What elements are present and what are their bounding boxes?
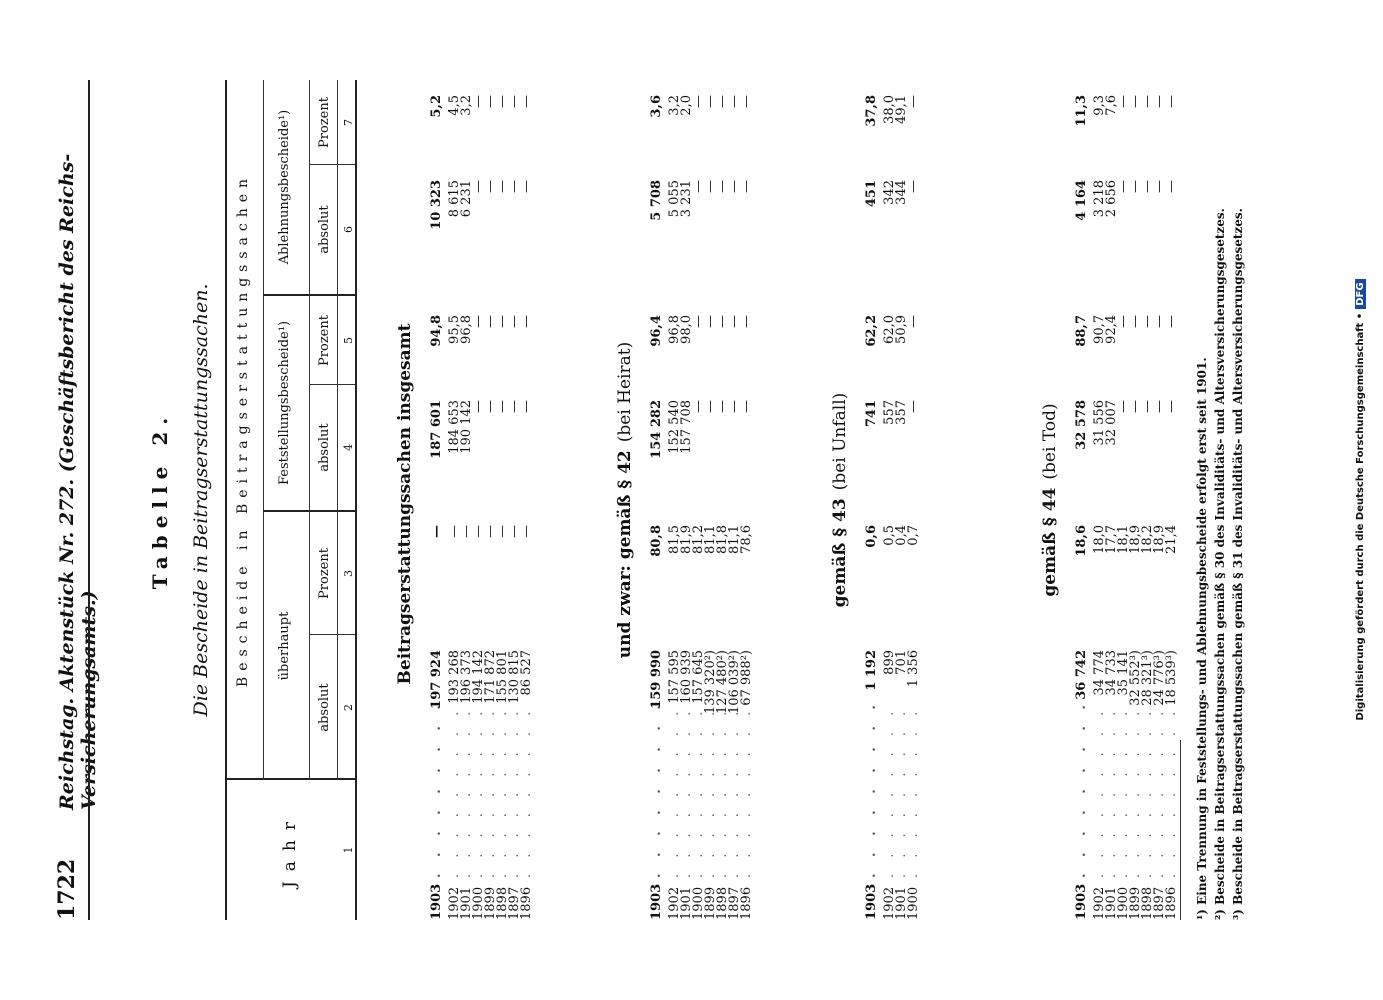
value-cell-col-6: 4 164 [1074, 180, 1089, 221]
year-cell: 1900 [1116, 886, 1131, 920]
value-cell-col-2: 899 [882, 650, 897, 675]
value-cell-col-4: — [715, 400, 730, 413]
value-cell-col-7: — [715, 95, 730, 108]
table-row [866, 80, 878, 920]
value-cell-col-5: 95,5 [447, 315, 462, 344]
value-cell-col-7: — [691, 95, 706, 108]
value-cell-col-3: — [471, 525, 486, 538]
value-cell-col-4: — [471, 400, 486, 413]
value-cell-col-5: — [906, 315, 921, 328]
table-row [908, 80, 920, 920]
value-cell-col-7: — [739, 95, 754, 108]
col-number-6: 6 [342, 226, 355, 233]
value-cell-col-2: 197 924 [429, 650, 444, 709]
section-title [1040, 80, 1060, 920]
value-cell-col-5: — [727, 315, 742, 328]
value-cell-col-2: 35 141 [1116, 650, 1131, 696]
leader-dots: . . . . . . . . . [1152, 705, 1167, 878]
group-rule [263, 80, 264, 780]
value-cell-col-3: 81,1 [703, 525, 718, 554]
value-cell-col-5: — [1116, 315, 1131, 328]
leader-dots: . . . . . . . . . [471, 705, 486, 878]
leader-dots: . . . . . . . . . [1074, 699, 1089, 878]
leader-dots: . . . . . . . . . [649, 699, 664, 878]
value-cell-col-2: 194 142 [471, 650, 486, 704]
value-cell-col-3: 18,2 [1140, 525, 1155, 554]
value-cell-col-4: — [519, 400, 534, 413]
dfg-badge: DFG [1355, 279, 1366, 308]
page-header [54, 80, 100, 920]
value-cell-col-5: 92,4 [1104, 315, 1119, 344]
value-cell-col-7: — [519, 95, 534, 108]
value-cell-col-3: 81,5 [667, 525, 682, 554]
leader-dots: . . . . . . . . . [1092, 705, 1107, 878]
value-cell-col-3: — [459, 525, 474, 538]
value-cell-col-2: 155 801 [495, 650, 510, 704]
table-title: Tabelle 2. [148, 410, 172, 590]
dfg-credit [1355, 0, 1366, 1000]
leader-dots: . . . . . . . . . [727, 705, 742, 878]
value-cell-col-2: 18 539³) [1164, 650, 1179, 706]
value-cell-col-7: 49,1 [894, 95, 909, 124]
value-cell-col-3: 81,2 [691, 525, 706, 554]
value-cell-col-5: 62,0 [882, 315, 897, 344]
value-cell-col-7: — [483, 95, 498, 108]
leader-dots: . . . . . . . . . [1128, 705, 1143, 878]
year-cell: 1898 [495, 886, 510, 920]
value-cell-col-2: 171 872 [483, 650, 498, 704]
value-cell-col-2: 34 733 [1104, 650, 1119, 696]
value-cell-col-3: 18,9 [1128, 525, 1143, 554]
value-cell-col-4: — [483, 400, 498, 413]
year-cell: 1898 [715, 886, 730, 920]
page-header-title: Reichstag. Aktenstück Nr. 272. (Geschäftsbericht des Reichs-Versicherungsamts.) [56, 153, 100, 810]
value-cell-col-7: — [703, 95, 718, 108]
value-cell-col-6: 2 656 [1104, 180, 1119, 218]
leader-dots: . . . . . . . . . [864, 699, 879, 878]
value-cell-col-5: — [471, 315, 486, 328]
value-cell-col-6: 342 [882, 180, 897, 205]
value-cell-col-5: — [1152, 315, 1167, 328]
value-cell-col-5: — [1128, 315, 1143, 328]
value-cell-col-4: 152 540 [667, 400, 682, 454]
table-header [225, 80, 357, 920]
value-cell-col-7: — [1164, 95, 1179, 108]
year-cell: 1896 [1164, 886, 1179, 920]
value-cell-col-3: 78,6 [739, 525, 754, 554]
col-number-1: 1 [342, 846, 355, 854]
table-row [431, 80, 443, 920]
year-cell: 1899 [483, 886, 498, 920]
year-cell: 1898 [1140, 886, 1155, 920]
year-cell: 1903 [649, 883, 664, 920]
value-cell-col-4: 32 578 [1074, 400, 1089, 450]
value-cell-col-4: — [739, 400, 754, 413]
table-row [741, 80, 753, 920]
value-cell-col-6: 10 323 [429, 180, 444, 230]
subcol-rule [309, 80, 310, 780]
table-subtitle: Die Bescheide in Beitragserstattungssachen. [190, 283, 212, 717]
value-cell-col-5: 96,8 [667, 315, 682, 344]
year-cell: 1900 [906, 886, 921, 920]
value-cell-col-7: — [507, 95, 522, 108]
value-cell-col-4: 32 007 [1104, 400, 1119, 446]
value-cell-col-7: 4,5 [447, 95, 462, 116]
table-row [651, 80, 663, 920]
group-ablehnung: Ablehnungsbescheide¹) [277, 109, 292, 265]
value-cell-col-6: 6 231 [459, 180, 474, 218]
year-cell: 1901 [1104, 886, 1119, 920]
value-cell-col-7: — [471, 95, 486, 108]
value-cell-col-7: 11,3 [1074, 95, 1089, 127]
value-cell-col-7: — [1152, 95, 1167, 108]
value-cell-col-4: 187 601 [429, 400, 444, 459]
value-cell-col-3: 81,1 [727, 525, 742, 554]
section-title [615, 80, 635, 920]
value-cell-col-7: 7,6 [1104, 95, 1119, 116]
leader-dots: . . . . . . . . . [703, 705, 718, 878]
value-cell-col-5: — [739, 315, 754, 328]
value-cell-col-4: 154 282 [649, 400, 664, 459]
value-cell-col-3: — [483, 525, 498, 538]
page-number: 1722 [54, 858, 80, 920]
section-title-suffix: (bei Unfall) [830, 392, 850, 491]
section-title-suffix: (bei Tod) [1040, 403, 1060, 480]
year-cell: 1897 [507, 886, 522, 920]
leader-dots: . . . . . . . . . [906, 705, 921, 878]
value-cell-col-3: — [507, 525, 522, 538]
leader-dots: . . . . . . . . . [894, 705, 909, 878]
value-cell-col-3: 18,0 [1092, 525, 1107, 554]
value-cell-col-2: 157 595 [667, 650, 682, 704]
value-cell-col-3: 18,6 [1074, 525, 1089, 557]
value-cell-col-2: 34 774 [1092, 650, 1107, 696]
table-header-bottom-rule [355, 80, 357, 920]
leader-dots: . . . . . . . . . [715, 705, 730, 878]
header-rule [88, 80, 90, 920]
value-cell-col-2: 160 939 [679, 650, 694, 704]
value-cell-col-5: — [507, 315, 522, 328]
value-cell-col-3: 80,8 [649, 525, 664, 557]
group-ueberhaupt: überhaupt [277, 611, 292, 681]
year-cell: 1899 [1128, 886, 1143, 920]
year-cell: 1901 [894, 886, 909, 920]
subcol-6: absolut [317, 205, 332, 254]
value-cell-col-7: — [1116, 95, 1131, 108]
leader-dots: . . . . . . . . . [691, 705, 706, 878]
value-cell-col-5: 90,7 [1092, 315, 1107, 344]
value-cell-col-2: 196 373 [459, 650, 474, 704]
subcol-7: Prozent [317, 97, 332, 148]
value-cell-col-3: 18,1 [1116, 525, 1131, 554]
col-number-4: 4 [342, 444, 355, 451]
value-cell-col-6: — [1128, 180, 1143, 193]
value-cell-col-4: — [727, 400, 742, 413]
leader-dots: . . . . . . . . . [1104, 705, 1119, 878]
value-cell-col-6: — [906, 180, 921, 193]
col-number-7: 7 [342, 119, 355, 126]
value-cell-col-6: 344 [894, 180, 909, 205]
footnote-3: ³) Bescheide in Beitragserstattungssachen gemäß § 31 des Invaliditäts- und Altersversicherungsgesetzes. [1231, 208, 1245, 920]
value-cell-col-5: 98,0 [679, 315, 694, 344]
footnote-1: ¹) Eine Trennung in Feststellungs- und Ablehnungsbescheide erfolgt erst seit 1901. [1195, 357, 1209, 920]
table-row [521, 80, 533, 920]
value-cell-col-2: 106 039²) [727, 650, 742, 715]
year-cell: 1900 [471, 886, 486, 920]
table-row [1166, 80, 1178, 920]
year-col-label: Jahr [280, 811, 300, 889]
value-cell-col-4: — [906, 400, 921, 413]
section-title-main: Beitragserstattungssachen insgesamt [395, 323, 415, 685]
value-cell-col-7: 3,2 [667, 95, 682, 116]
value-cell-col-4: 741 [864, 400, 879, 428]
value-cell-col-6: 8 615 [447, 180, 462, 218]
section-title [395, 80, 415, 920]
leader-dots: . . . . . . . . . [1116, 705, 1131, 878]
leader-dots: . . . . . . . . . [483, 705, 498, 878]
year-cell: 1902 [882, 886, 897, 920]
value-cell-col-5: — [691, 315, 706, 328]
value-cell-col-6: — [691, 180, 706, 193]
value-cell-col-6: — [703, 180, 718, 193]
value-cell-col-4: 31 556 [1092, 400, 1107, 446]
value-cell-col-3: 81,8 [715, 525, 730, 554]
subcol-5: Prozent [317, 315, 332, 366]
value-cell-col-3: 0,5 [882, 525, 897, 546]
year-cell: 1896 [739, 886, 754, 920]
value-cell-col-4: 184 653 [447, 400, 462, 454]
value-cell-col-6: — [1140, 180, 1155, 193]
value-cell-col-2: 159 990 [649, 650, 664, 709]
footnote-2: ²) Bescheide in Beitragserstattungssachen gemäß § 30 des Invaliditäts- und Altersversicherungsgesetzes. [1213, 208, 1227, 920]
section-title [830, 80, 850, 920]
value-cell-col-6: 5 055 [667, 180, 682, 218]
subcol-3: Prozent [317, 548, 332, 599]
year-cell: 1899 [703, 886, 718, 920]
value-cell-col-3: 0,6 [864, 525, 879, 548]
value-cell-col-5: — [483, 315, 498, 328]
leader-dots: . . . . . . . . . [882, 705, 897, 878]
value-cell-col-7: — [1128, 95, 1143, 108]
value-cell-col-2: 32 552³) [1128, 650, 1143, 706]
value-cell-col-4: 157 708 [679, 400, 694, 454]
year-cell: 1896 [519, 886, 534, 920]
value-cell-col-6: — [471, 180, 486, 193]
section-title-main: gemäß § 44 [1040, 487, 1060, 597]
value-cell-col-2: 1 192 [864, 650, 879, 691]
value-cell-col-5: — [495, 315, 510, 328]
value-cell-col-7: — [1140, 95, 1155, 108]
value-cell-col-6: — [1152, 180, 1167, 193]
value-cell-col-6: 3 231 [679, 180, 694, 218]
leader-dots: . . . . . . . . . [519, 705, 534, 878]
value-cell-col-6: — [519, 180, 534, 193]
value-cell-col-6: — [507, 180, 522, 193]
value-cell-col-7: 3,6 [649, 95, 664, 118]
credit-text: Digitalisierung gefördert durch die Deutsche Forschungsgemeinschaft • [1355, 312, 1366, 721]
value-cell-col-7: 9,3 [1092, 95, 1107, 116]
leader-dots: . . . . . . . . . [495, 705, 510, 878]
value-cell-col-6: — [1116, 180, 1131, 193]
value-cell-col-3: 21,4 [1164, 525, 1179, 554]
leader-dots: . . . . . . . . . [739, 705, 754, 878]
value-cell-col-5: — [519, 315, 534, 328]
footnote-rule [1180, 740, 1181, 920]
col-number-2: 2 [342, 704, 355, 711]
subcol-2: absolut [317, 683, 332, 732]
leader-dots: . . . . . . . . . [429, 699, 444, 878]
year-cell: 1903 [429, 883, 444, 920]
value-cell-col-6: — [727, 180, 742, 193]
value-cell-col-4: 190 142 [459, 400, 474, 454]
value-cell-col-2: 127 480²) [715, 650, 730, 715]
year-cell: 1903 [1074, 883, 1089, 920]
value-cell-col-7: — [495, 95, 510, 108]
value-cell-col-2: 130 815 [507, 650, 522, 704]
value-cell-col-2: 193 268 [447, 650, 462, 704]
year-cell: 1902 [667, 886, 682, 920]
section-title-main: gemäß § 43 [830, 498, 850, 608]
value-cell-col-4: — [1116, 400, 1131, 413]
value-cell-col-7: 2,0 [679, 95, 694, 116]
value-cell-col-3: — [495, 525, 510, 538]
value-cell-col-4: — [1140, 400, 1155, 413]
section-title-main: und zwar: gemäß § 42 [615, 450, 635, 659]
value-cell-col-3: — [519, 525, 534, 538]
value-cell-col-3: — [447, 525, 462, 538]
value-cell-col-4: — [1164, 400, 1179, 413]
year-cell: 1897 [727, 886, 742, 920]
leader-dots: . . . . . . . . . [507, 705, 522, 878]
value-cell-col-6: 5 708 [649, 180, 664, 221]
value-cell-col-5: 88,7 [1074, 315, 1089, 347]
value-cell-col-7: — [727, 95, 742, 108]
value-cell-col-6: 451 [864, 180, 879, 208]
value-cell-col-4: — [1128, 400, 1143, 413]
value-cell-col-3: — [429, 525, 444, 538]
value-cell-col-4: — [495, 400, 510, 413]
year-cell: 1901 [459, 886, 474, 920]
value-cell-col-5: 50,9 [894, 315, 909, 344]
value-cell-col-6: 3 218 [1092, 180, 1107, 218]
colnum-rule [337, 80, 338, 780]
subcol-4: absolut [317, 423, 332, 472]
leader-dots: . . . . . . . . . [1140, 705, 1155, 878]
value-cell-col-4: — [691, 400, 706, 413]
value-cell-col-5: 96,8 [459, 315, 474, 344]
col-number-5: 5 [342, 337, 355, 344]
year-cell: 1897 [1152, 886, 1167, 920]
leader-dots: . . . . . . . . . [1164, 705, 1179, 878]
value-cell-col-2: 24 776³) [1152, 650, 1167, 706]
value-cell-col-2: 67 988²) [739, 650, 754, 706]
leader-dots: . . . . . . . . . [459, 705, 474, 878]
value-cell-col-6: — [495, 180, 510, 193]
col-number-3: 3 [342, 570, 355, 577]
value-cell-col-6: — [715, 180, 730, 193]
value-cell-col-5: — [715, 315, 730, 328]
value-cell-col-5: 94,8 [429, 315, 444, 347]
group-feststellung: Feststellungsbescheide¹) [277, 320, 292, 486]
value-cell-col-3: 18,9 [1152, 525, 1167, 554]
value-cell-col-3: 17,7 [1104, 525, 1119, 554]
value-cell-col-5: — [1140, 315, 1155, 328]
value-cell-col-2: 157 645 [691, 650, 706, 704]
table-row [1076, 80, 1088, 920]
value-cell-col-7: — [906, 95, 921, 108]
year-cell: 1902 [447, 886, 462, 920]
value-cell-col-5: 96,4 [649, 315, 664, 347]
value-cell-col-5: 62,2 [864, 315, 879, 347]
value-cell-col-2: 28 321³) [1140, 650, 1155, 706]
year-cell: 1901 [679, 886, 694, 920]
value-cell-col-2: 139 320²) [703, 650, 718, 715]
leader-dots: . . . . . . . . . [667, 705, 682, 878]
value-cell-col-2: 86 527 [519, 650, 534, 696]
value-cell-col-4: 557 [882, 400, 897, 425]
value-cell-col-7: 5,2 [429, 95, 444, 118]
value-cell-col-6: — [739, 180, 754, 193]
value-cell-col-5: — [703, 315, 718, 328]
value-cell-col-4: — [1152, 400, 1167, 413]
value-cell-col-6: — [483, 180, 498, 193]
value-cell-col-7: 38,0 [882, 95, 897, 124]
value-cell-col-7: 37,8 [864, 95, 879, 127]
leader-dots: . . . . . . . . . [679, 705, 694, 878]
year-cell: 1902 [1092, 886, 1107, 920]
value-cell-col-4: — [507, 400, 522, 413]
value-cell-col-5: — [1164, 315, 1179, 328]
section-title-suffix: (bei Heirat) [615, 341, 635, 443]
leader-dots: . . . . . . . . . [447, 705, 462, 878]
value-cell-col-2: 701 [894, 650, 909, 675]
value-cell-col-4: — [703, 400, 718, 413]
value-cell-col-3: 0,4 [894, 525, 909, 546]
value-cell-col-4: 357 [894, 400, 909, 425]
value-cell-col-6: — [1164, 180, 1179, 193]
value-cell-col-7: 3,2 [459, 95, 474, 116]
year-cell: 1900 [691, 886, 706, 920]
value-cell-col-2: 36 742 [1074, 650, 1089, 700]
group-header: Bescheide in Beitragserstattungssachen [235, 172, 251, 688]
value-cell-col-2: 1 356 [906, 650, 921, 688]
value-cell-col-3: 0,7 [906, 525, 921, 546]
value-cell-col-3: 81,9 [679, 525, 694, 554]
year-cell: 1903 [864, 883, 879, 920]
